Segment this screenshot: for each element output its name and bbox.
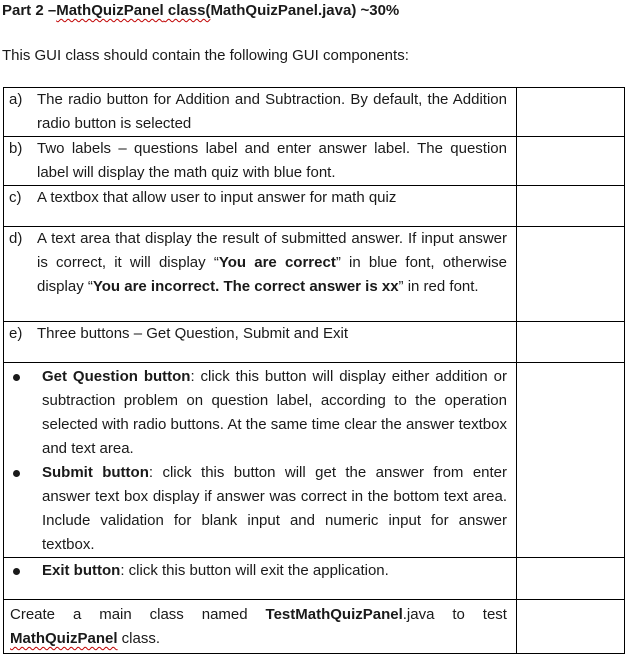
bullet-icon (10, 559, 42, 583)
item-text: Two labels – questions label and enter answer label. The question label will display the math quiz with blue font. (37, 140, 507, 181)
incorrect-message: You are incorrect. The correct answer is xx (92, 278, 399, 295)
get-question-label: Get Question button (42, 368, 191, 385)
table-row-c (4, 186, 625, 227)
title-prefix: Part 2 – (2, 2, 57, 19)
item-marker: a) (9, 91, 23, 108)
item-marker: c) (9, 189, 22, 206)
item-text-part: : click this button will exit the application. (120, 562, 389, 579)
item-text: A textbox that allow user to input answer for math quiz (37, 189, 397, 206)
title-weight: ) ~30% (351, 2, 400, 19)
item-text: The radio button for Addition and Subtraction. By default, the Addition radio button is selected (37, 91, 507, 132)
item-text-part: ” in red font. (398, 278, 479, 295)
item-text-part: class. (117, 630, 161, 647)
check-cell (517, 186, 625, 227)
title-file-name: MathQuizPanel.java (210, 2, 352, 19)
intro-text: This GUI class should contain the following GUI components: (2, 47, 409, 64)
requirement-cell (4, 558, 517, 600)
check-cell (517, 137, 625, 186)
correct-message: You are correct (218, 254, 336, 271)
title-class-name: MathQuizPanel (56, 2, 164, 19)
table-row-d (4, 227, 625, 322)
requirement-cell (4, 227, 517, 322)
bullet-icon (10, 365, 42, 461)
item-text-part: : click this button will get the answer from enter answer text box display if answer was correct in the bottom text area. Include validation for blank input and numeric input for answer textbox. (42, 464, 508, 553)
table-row-exit (4, 558, 625, 600)
item-text (42, 559, 507, 583)
bullet-icon (10, 461, 42, 557)
table-row-b (4, 137, 625, 186)
check-cell (517, 227, 625, 322)
item-text (37, 227, 507, 299)
item-marker: d) (9, 230, 23, 247)
class-name: MathQuizPanel (10, 630, 118, 647)
table-row-a (4, 88, 625, 137)
test-class-name: TestMathQuizPanel (265, 606, 403, 623)
item-text-part: ” in blue font, otherwise display “ (37, 254, 507, 295)
requirement-cell (4, 88, 517, 137)
requirement-cell (4, 363, 517, 558)
item-text (4, 603, 516, 651)
item-text-part: Create a main class named (10, 606, 266, 623)
table-row-e (4, 322, 625, 363)
item-marker: b) (9, 140, 23, 157)
check-cell (517, 363, 625, 558)
check-cell (517, 322, 625, 363)
requirements-table (3, 87, 625, 654)
page-title (2, 2, 399, 19)
item-text: Three buttons – Get Question, Submit and Exit (37, 325, 349, 342)
item-text (42, 365, 507, 461)
table-row-buttons (4, 363, 625, 558)
check-cell (517, 600, 625, 654)
requirement-cell (4, 322, 517, 363)
requirement-cell (4, 600, 517, 654)
check-cell (517, 88, 625, 137)
requirement-cell (4, 186, 517, 227)
exit-label: Exit button (42, 562, 121, 579)
title-paren: ( (205, 2, 211, 19)
title-class-word: class (163, 2, 206, 19)
item-marker: e) (9, 325, 23, 342)
item-text-part: : click this button will display either addition or subtraction problem on question label, according to the operation selected with radio buttons. At the same time clear the answer textbox and text area. (42, 368, 508, 457)
item-text-part: .java to test (402, 606, 507, 623)
submit-label: Submit button (42, 464, 149, 481)
item-text (42, 461, 507, 557)
check-cell (517, 558, 625, 600)
requirement-cell (4, 137, 517, 186)
item-text-part: A text area that display the result of submitted answer. If input answer is correct, it will display “ (37, 230, 507, 271)
table-row-main (4, 600, 625, 654)
